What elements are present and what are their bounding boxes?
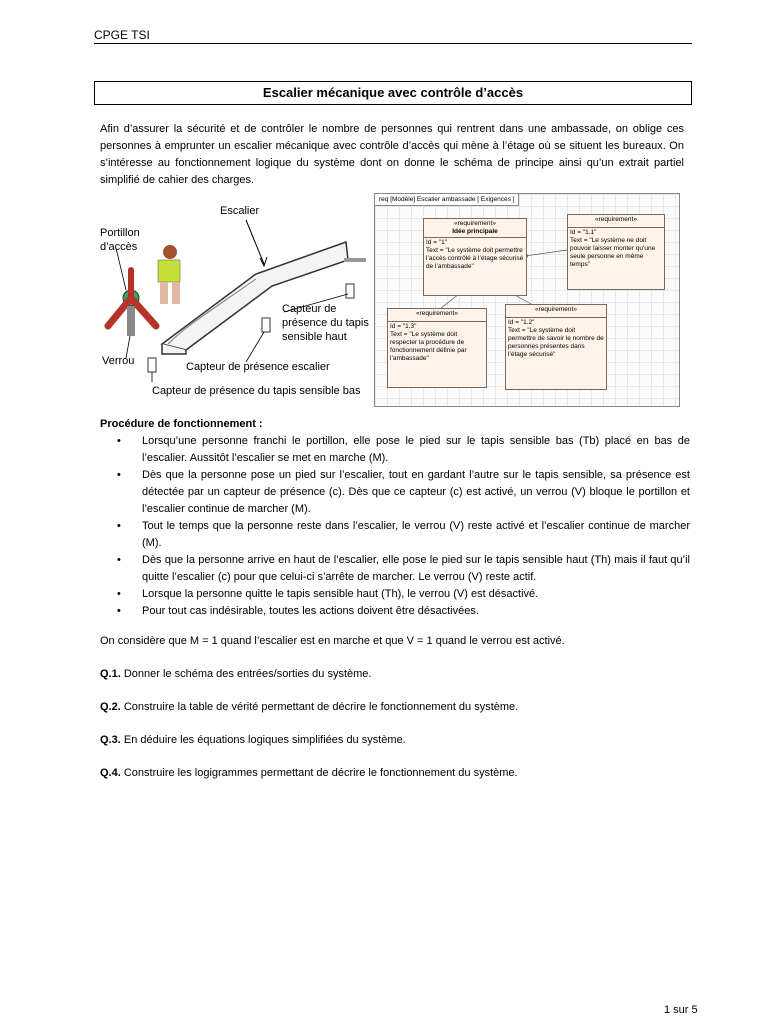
question-1: Q.1. Donner le schéma des entrées/sorties du système. [100, 668, 372, 680]
person-head [163, 245, 177, 259]
diagram-tab: req [Modèle] Escalier ambassade [ Exigences ] [375, 194, 519, 206]
document-title: Escalier mécanique avec contrôle d’accès [94, 81, 692, 105]
page-number: 1 sur 5 [664, 1004, 698, 1016]
tapis-haut [344, 258, 366, 262]
escalator-figure [96, 194, 376, 406]
header-label: CPGE TSI [94, 28, 150, 42]
sensor-bas-icon [148, 358, 156, 372]
list-item: • Dès que la personne pose un pied sur l’escalier, tout en gardant l’autre sur le tapis sensible, sa présence est détectée par un capteur de présence (c). Dès que ce capteur (c) est activé, un verrou (V) bloque le portillon et l’escalier continue de marcher (M). [117, 469, 690, 515]
person-body [158, 260, 180, 282]
list-item: • Pour tout cas indésirable, toutes les actions doivent être désactivées. [117, 605, 479, 617]
label-capteur-bas: Capteur de présence du tapis sensible bas [152, 385, 361, 397]
list-item: • Lorsqu’une personne franchi le portillon, elle pose le pied sur le tapis sensible bas (Tb) placé en bas de l’escalier. Aussitôt l’escalier se met en marche (M). [117, 435, 690, 464]
label-escalier: Escalier [220, 205, 260, 217]
procedure-section [100, 416, 690, 620]
requirement-box: «requirement» Idée principale Id = "1" Text = "Le système doit permettre l’accès contrôlé à l’étage sécurisé de l’ambassade" [423, 218, 527, 296]
requirement-box: «requirement» Id = "1.3" Text = "Le système doit respecter la procédure de fonctionnement définie par l’ambassade" [387, 308, 487, 388]
requirement-box: «requirement» Id = "1.2" Text = "Le système doit permettre de savoir le nombre de personnes présentes dans l’étage sécurisé" [505, 304, 607, 390]
question-3: Q.3. En déduire les équations logiques simplifiées du système. [100, 734, 406, 746]
label-capteur-haut: Capteur de présence du tapis sensible haut [282, 303, 369, 343]
header-rule [94, 43, 692, 44]
question-4: Q.4. Construire les logigrammes permettant de décrire le fonctionnement du système. [100, 767, 518, 779]
intro-paragraph: Afin d’assurer la sécurité et de contrôler le nombre de personnes qui rentrent dans une ambassade, on oblige ces personnes à emprunter un escalier mécanique avec contrôle d’accès qui mène à l’étage où se situent les bureaux. On s’intéresse au fonctionnement logique du système dont on donne le schéma de principe ainsi qu’un extrait partiel simplifié de cahier des charges. [100, 123, 684, 186]
label-portillon: Portillon d’accès [100, 227, 140, 253]
list-item: • Lorsque la personne quitte le tapis sensible haut (Th), le verrou (V) est désactivé. [117, 588, 539, 600]
requirements-diagram [374, 193, 680, 407]
sensor-haut-icon [346, 284, 354, 298]
convention-paragraph: On considère que M = 1 quand l’escalier est en marche et que V = 1 quand le verrou est activé. [100, 635, 565, 647]
sensor-escalier-icon [262, 318, 270, 332]
requirement-box: «requirement» Id = "1.1" Text = "Le système ne doit pouvoir laisser monter qu’une seule personne en même temps" [567, 214, 665, 290]
label-verrou: Verrou [102, 355, 135, 367]
question-2: Q.2. Construire la table de vérité permettant de décrire le fonctionnement du système. [100, 701, 519, 713]
procedure-heading: Procédure de fonctionnement : [100, 418, 263, 430]
procedure-list [100, 433, 690, 620]
list-item: • Dès que la personne arrive en haut de l’escalier, elle pose le pied sur le tapis sensible haut (Th) mais il faut qu’il quitte l’escalier (c) pour que celui-ci s’arrête de marcher. Le verrou (V) reste actif. [117, 554, 690, 583]
label-capteur-escalier: Capteur de présence escalier [186, 361, 330, 373]
page-header [94, 28, 692, 44]
list-item: • Tout le temps que la personne reste dans l’escalier, le verrou (V) reste activé et l’escalier continue de marcher (M). [117, 520, 690, 549]
